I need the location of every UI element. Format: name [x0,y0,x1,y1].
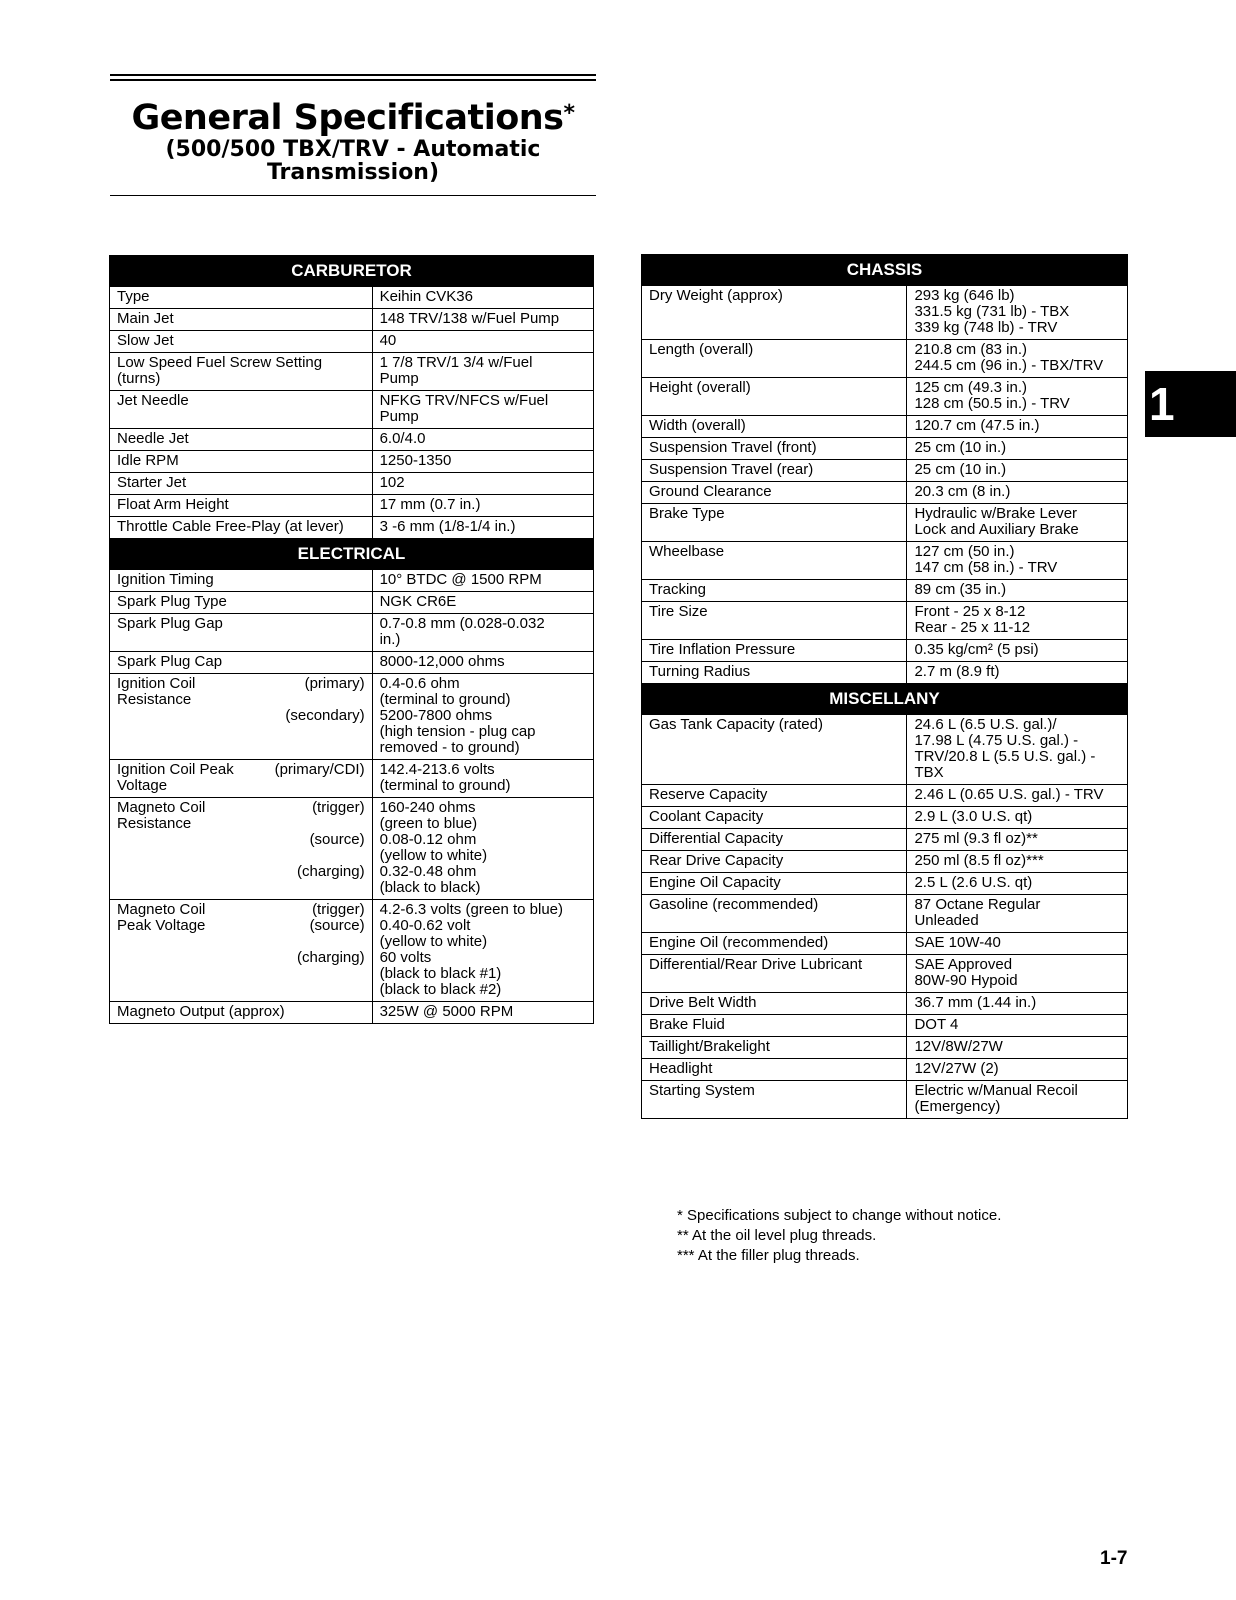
value-line: TBX [914,764,944,781]
row-value [372,614,593,652]
label-split [117,762,365,794]
row-value: 6.0/4.0 [372,429,593,451]
title-asterisk: * [563,101,575,126]
row-label: Starting System [642,1081,907,1119]
value-line: 128 cm (50.5 in.) - TRV [914,395,1070,412]
table-row [642,504,1128,542]
table-row [642,460,1128,482]
label-tag: (primary/CDI) [274,761,365,778]
subtitle-line-1: (500/500 TBX/TRV - Automatic [165,137,541,162]
row-label: Tracking [642,580,907,602]
row-label [110,798,373,900]
table-header-row [642,255,1128,286]
carburetor-electrical-table [109,255,594,1024]
row-value: 2.9 L (3.0 U.S. qt) [907,807,1128,829]
row-value [907,895,1128,933]
row-label: Taillight/Brakelight [642,1037,907,1059]
chapter-tab: 1 [1145,371,1236,437]
value-line: 5200-7800 ohms [379,707,493,724]
row-label: Tire Inflation Pressure [642,640,907,662]
table-row [110,309,594,331]
row-label: Type [110,287,373,309]
row-value [907,378,1128,416]
table-row [110,760,594,798]
value-line: (terminal to ground) [379,777,511,794]
row-value: Keihin CVK36 [372,287,593,309]
table-row [642,640,1128,662]
value-line: Hydraulic w/Brake Lever [914,505,1078,522]
row-label [110,353,373,391]
label-split [117,676,365,724]
row-label: Reserve Capacity [642,785,907,807]
value-line: Unleaded [914,912,979,929]
table-row [642,602,1128,640]
value-line: (black to black #2) [379,981,502,998]
row-value: 325W @ 5000 RPM [372,1002,593,1024]
table-row [642,662,1128,684]
table-row [110,614,594,652]
row-label [110,674,373,760]
label-left [117,800,205,880]
value-line: 147 cm (58 in.) - TRV [914,559,1058,576]
row-label: Differential/Rear Drive Lubricant [642,955,907,993]
value-line: 244.5 cm (96 in.) - TBX/TRV [914,357,1104,374]
row-label: Brake Fluid [642,1015,907,1037]
value-line: 339 kg (748 lb) - TRV [914,319,1058,336]
table-row [110,1002,594,1024]
row-label: Ground Clearance [642,482,907,504]
row-label: Suspension Travel (front) [642,438,907,460]
value-line: 293 kg (646 lb) [914,287,1015,304]
row-label: Tire Size [642,602,907,640]
table-row [110,391,594,429]
table-row [110,652,594,674]
label-split [117,902,365,966]
table-header-row [110,256,594,287]
page-number: 1-7 [1100,1548,1128,1569]
table-row [642,1015,1128,1037]
value-line: 80W-90 Hypoid [914,972,1018,989]
value-line: (yellow to white) [379,933,488,950]
row-value: 12V/27W (2) [907,1059,1128,1081]
table-row [642,438,1128,460]
table-row [110,287,594,309]
row-value: DOT 4 [907,1015,1128,1037]
label-split [117,800,365,880]
row-label: Coolant Capacity [642,807,907,829]
row-label: Jet Needle [110,391,373,429]
row-value: 12V/8W/27W [907,1037,1128,1059]
value-line: (high tension - plug cap [379,723,536,740]
value-line: 0.4-0.6 ohm [379,675,460,692]
row-value [907,955,1128,993]
row-label: Magneto Output (approx) [110,1002,373,1024]
value-line: Front - 25 x 8-12 [914,603,1026,620]
miscellany-header: MISCELLANY [642,684,1128,715]
value-line: 87 Octane Regular [914,896,1041,913]
value-line: SAE Approved [914,956,1013,973]
row-label [110,900,373,1002]
value-line: 24.6 L (6.5 U.S. gal.)/ [914,716,1057,733]
value-line: 127 cm (50 in.) [914,543,1015,560]
table-row [110,570,594,592]
label-left [117,902,205,966]
row-label: Headlight [642,1059,907,1081]
table-row [642,785,1128,807]
spacer [297,816,365,832]
label-right [297,800,365,880]
table-row [642,1059,1128,1081]
row-value: 2.7 m (8.9 ft) [907,662,1128,684]
row-value: 148 TRV/138 w/Fuel Pump [372,309,593,331]
table-row [642,1037,1128,1059]
carburetor-header: CARBURETOR [110,256,594,287]
row-value: 40 [372,331,593,353]
page-title [110,98,596,138]
label-left [117,762,234,794]
row-value: 10° BTDC @ 1500 RPM [372,570,593,592]
table-row [110,353,594,391]
table-row [110,473,594,495]
row-value [372,760,593,798]
table-row [110,451,594,473]
label-tag: (primary) [304,675,365,692]
spacer [297,934,365,950]
footnote: * Specifications subject to change without notice. [677,1207,1002,1224]
label-left [117,676,195,724]
row-value [907,602,1128,640]
row-value [372,391,593,429]
table-row [642,482,1128,504]
value-line: 0.7-0.8 mm (0.028-0.032 [379,615,545,632]
row-label: Dry Weight (approx) [642,286,907,340]
label-right [297,902,365,966]
row-label: Slow Jet [110,331,373,353]
table-header-row [110,539,594,570]
value-line: 1 7/8 TRV/1 3/4 w/Fuel [379,354,533,371]
value-line: (Emergency) [914,1098,1001,1115]
table-row [110,331,594,353]
value-line: (black to black #1) [379,965,502,982]
label-line: Ignition Coil [117,675,196,692]
label-tag: (secondary) [285,707,365,724]
row-label: Drive Belt Width [642,993,907,1015]
row-label: Spark Plug Cap [110,652,373,674]
value-line: Pump [379,370,419,387]
row-label: Engine Oil (recommended) [642,933,907,955]
label-line: (turns) [117,370,161,387]
row-value: 275 ml (9.3 fl oz)** [907,829,1128,851]
row-label: Brake Type [642,504,907,542]
table-row [110,592,594,614]
row-value: NGK CR6E [372,592,593,614]
row-label: Idle RPM [110,451,373,473]
label-line: Resistance [117,691,192,708]
value-line: (black to black) [379,879,481,896]
row-value: 89 cm (35 in.) [907,580,1128,602]
row-label: Ignition Timing [110,570,373,592]
label-line: Peak Voltage [117,917,206,934]
value-line: Lock and Auxiliary Brake [914,521,1079,538]
table-row [642,715,1128,785]
label-tag: (trigger) [312,901,365,918]
row-value [372,674,593,760]
table-row [642,807,1128,829]
row-label: Engine Oil Capacity [642,873,907,895]
row-value: 102 [372,473,593,495]
row-value: 2.5 L (2.6 U.S. qt) [907,873,1128,895]
row-label: Length (overall) [642,340,907,378]
value-line: removed - to ground) [379,739,520,756]
value-line: (green to blue) [379,815,478,832]
table-row [642,378,1128,416]
table-row [642,416,1128,438]
table-row [642,340,1128,378]
value-line: (yellow to white) [379,847,488,864]
label-tag: (source) [309,917,365,934]
page-title-block [110,98,596,184]
row-value: SAE 10W-40 [907,933,1128,955]
row-label: Throttle Cable Free-Play (at lever) [110,517,373,539]
table-row [110,900,594,1002]
row-label: Main Jet [110,309,373,331]
subtitle-line-2: Transmission) [266,160,440,185]
row-value: 25 cm (10 in.) [907,438,1128,460]
label-tag: (charging) [297,863,365,880]
value-line: Pump [379,408,419,425]
table-row [110,674,594,760]
row-value [907,504,1128,542]
value-line: Rear - 25 x 11-12 [914,619,1031,636]
table-row [642,286,1128,340]
row-label: Float Arm Height [110,495,373,517]
label-tag: (source) [309,831,365,848]
title-bottom-rule [110,195,596,196]
value-line: 210.8 cm (83 in.) [914,341,1028,358]
value-line: 142.4-213.6 volts [379,761,495,778]
electrical-header: ELECTRICAL [110,539,594,570]
table-row [110,517,594,539]
value-line: 60 volts [379,949,432,966]
table-row [642,542,1128,580]
label-right [275,762,365,794]
label-line: Resistance [117,815,192,832]
label-line: Voltage [117,777,168,794]
table-row [642,829,1128,851]
row-label: Width (overall) [642,416,907,438]
page-subtitle [110,138,596,184]
value-line: TRV/20.8 L (5.5 U.S. gal.) - [914,748,1096,765]
row-label: Turning Radius [642,662,907,684]
value-line: NFKG TRV/NFCS w/Fuel [379,392,549,409]
value-line: Electric w/Manual Recoil [914,1082,1078,1099]
table-row [642,955,1128,993]
row-value: 3 -6 mm (1/8-1/4 in.) [372,517,593,539]
row-value: 1250-1350 [372,451,593,473]
value-line: in.) [379,631,401,648]
row-label: Suspension Travel (rear) [642,460,907,482]
label-line: Ignition Coil Peak [117,761,234,778]
table-row [110,495,594,517]
title-main-text: General Specifications [131,98,564,138]
chassis-header: CHASSIS [642,255,1128,286]
row-value [907,715,1128,785]
value-line: 0.08-0.12 ohm [379,831,477,848]
footnote: ** At the oil level plug threads. [677,1227,877,1244]
value-line: 4.2-6.3 volts (green to blue) [379,901,564,918]
row-value [372,900,593,1002]
row-value [907,542,1128,580]
table-row [642,1081,1128,1119]
row-value: 17 mm (0.7 in.) [372,495,593,517]
value-line: (terminal to ground) [379,691,511,708]
footnotes [677,1206,1001,1266]
value-line: 125 cm (49.3 in.) [914,379,1028,396]
row-label: Differential Capacity [642,829,907,851]
row-value: 250 ml (8.5 fl oz)*** [907,851,1128,873]
value-line: 17.98 L (4.75 U.S. gal.) - [914,732,1079,749]
row-label: Needle Jet [110,429,373,451]
table-row [642,895,1128,933]
label-tag: (trigger) [312,799,365,816]
label-line: Low Speed Fuel Screw Setting [117,354,323,371]
label-tag: (charging) [297,949,365,966]
row-value: 0.35 kg/cm² (5 psi) [907,640,1128,662]
label-right [285,676,364,724]
row-label: Height (overall) [642,378,907,416]
row-label: Rear Drive Capacity [642,851,907,873]
row-value [907,340,1128,378]
row-label: Gasoline (recommended) [642,895,907,933]
table-row [642,873,1128,895]
table-row [642,933,1128,955]
table-header-row [642,684,1128,715]
row-value: 20.3 cm (8 in.) [907,482,1128,504]
row-value: 25 cm (10 in.) [907,460,1128,482]
title-top-rule [110,74,596,81]
label-line: Magneto Coil [117,901,206,918]
table-row [642,851,1128,873]
row-label: Spark Plug Type [110,592,373,614]
row-label [110,760,373,798]
table-row [110,429,594,451]
table-row [642,993,1128,1015]
row-label: Starter Jet [110,473,373,495]
row-value: 8000-12,000 ohms [372,652,593,674]
spacer [285,692,364,708]
row-value [372,798,593,900]
footnote: *** At the filler plug threads. [677,1247,860,1264]
value-line: 331.5 kg (731 lb) - TBX [914,303,1070,320]
value-line: 0.32-0.48 ohm [379,863,477,880]
table-row [110,798,594,900]
row-value [907,286,1128,340]
chassis-miscellany-table [641,254,1128,1119]
row-value: 120.7 cm (47.5 in.) [907,416,1128,438]
row-label: Gas Tank Capacity (rated) [642,715,907,785]
table-row [642,580,1128,602]
value-line: 0.40-0.62 volt [379,917,471,934]
value-line: 160-240 ohms [379,799,476,816]
row-value: 36.7 mm (1.44 in.) [907,993,1128,1015]
spacer [297,848,365,864]
row-label: Spark Plug Gap [110,614,373,652]
row-label: Wheelbase [642,542,907,580]
row-value [907,1081,1128,1119]
label-line: Magneto Coil [117,799,206,816]
row-value: 2.46 L (0.65 U.S. gal.) - TRV [907,785,1128,807]
row-value [372,353,593,391]
